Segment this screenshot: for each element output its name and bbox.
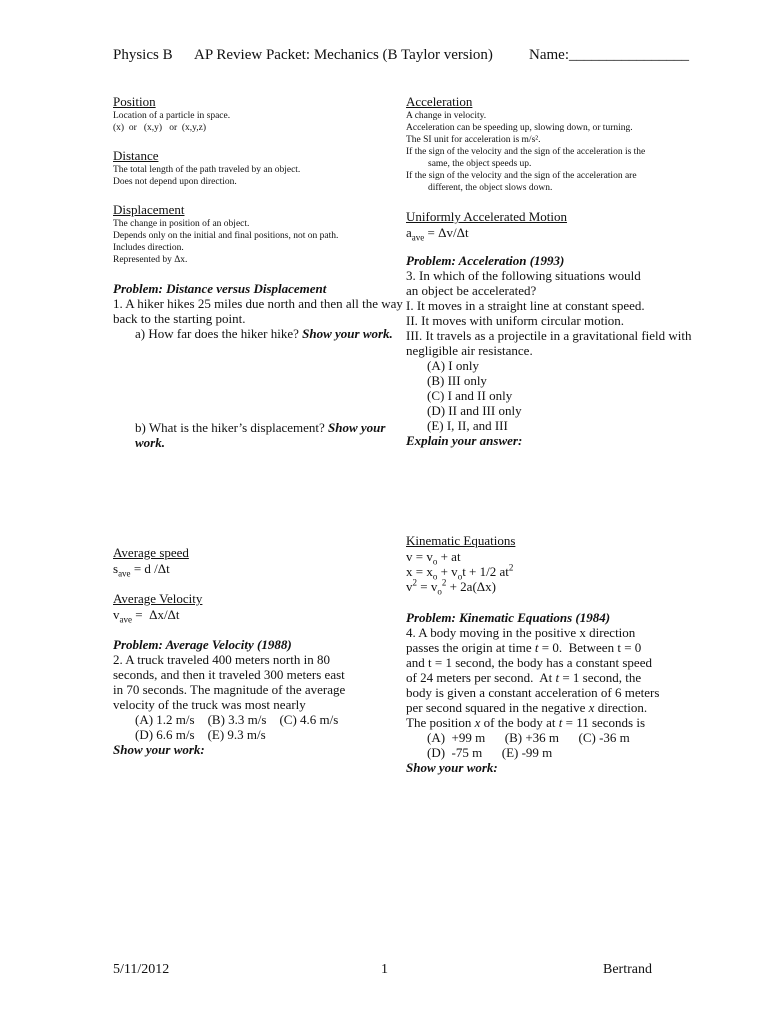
problem-2-title: Problem: Average Velocity (1988) bbox=[113, 637, 292, 652]
kinematic-eq-3 bbox=[406, 577, 696, 597]
problem-4-var: t bbox=[558, 715, 563, 730]
formula-sub: ave bbox=[119, 614, 132, 625]
position-line: (x) or (x,y) or (x,y,z) bbox=[113, 123, 207, 133]
position-line: Location of a particle in space. bbox=[113, 111, 231, 121]
eq-part: + 2a(Δx) bbox=[446, 579, 496, 594]
footer-date: 5/11/2012 bbox=[113, 962, 170, 977]
problem-4-var: x bbox=[474, 715, 481, 730]
acceleration-line: different, the object slows down. bbox=[428, 183, 553, 193]
eq-sub: o bbox=[432, 571, 438, 582]
eq-part: t + 1/2 at bbox=[462, 564, 509, 579]
distance-heading: Distance bbox=[113, 148, 159, 163]
problem-1a-text: a) How far does the hiker hike? bbox=[135, 326, 303, 341]
problem-3-choice: (B) III only bbox=[427, 373, 487, 388]
problem-1-title: Problem: Distance versus Displacement bbox=[113, 281, 327, 296]
displacement-line: The change in position of an object. bbox=[113, 219, 250, 229]
acceleration-line: Acceleration can be speeding up, slowing down, or turning. bbox=[406, 123, 633, 133]
formula-rhs: = Δv/Δt bbox=[424, 225, 469, 240]
eq-sub: o bbox=[437, 586, 442, 597]
formula-lhs: a bbox=[406, 225, 412, 240]
problem-3-text: 3. In which of the following situations would an object be accelerated? bbox=[406, 268, 641, 298]
eq-part: + at bbox=[437, 549, 461, 564]
eq-part: v = v bbox=[406, 549, 433, 564]
problem-1b-bold: Show your work. bbox=[135, 420, 386, 450]
eq-part: v bbox=[406, 579, 413, 594]
problem-4-text-part: direction. The position bbox=[406, 700, 654, 730]
formula-rhs: = Δx/Δt bbox=[132, 607, 180, 622]
formula-lhs: v bbox=[113, 607, 120, 622]
uam-section bbox=[406, 209, 696, 243]
problem-4 bbox=[406, 610, 696, 775]
kinematic-eq-1 bbox=[406, 549, 696, 567]
eq-sup: 2 bbox=[412, 577, 417, 588]
problem-1b bbox=[113, 420, 403, 450]
displacement-line: Depends only on the initial and final positions, not on path. bbox=[113, 231, 339, 241]
uam-heading: Uniformly Accelerated Motion bbox=[406, 209, 568, 224]
footer-page-number: 1 bbox=[381, 962, 388, 977]
distance-section bbox=[113, 148, 403, 188]
avg-velocity-heading: Average Velocity bbox=[113, 591, 203, 606]
formula-rhs: = d /Δt bbox=[130, 561, 170, 576]
eq-part: + v bbox=[437, 564, 458, 579]
problem-1a-bold: Show your work. bbox=[302, 326, 393, 341]
header-course: Physics B bbox=[113, 47, 173, 63]
position-section bbox=[113, 94, 403, 134]
problem-2-show-work: Show your work: bbox=[113, 742, 205, 757]
problem-4-text bbox=[406, 625, 661, 730]
right-column-lower bbox=[406, 533, 696, 775]
left-column bbox=[113, 94, 403, 450]
problem-3-option-ii: II. It moves with uniform circular motion. bbox=[406, 313, 625, 328]
kinematic-eq-2 bbox=[406, 562, 696, 582]
formula-sub: ave bbox=[411, 232, 425, 243]
problem-4-choices: (D) -75 m (E) -99 m bbox=[427, 745, 553, 760]
acceleration-line: If the sign of the velocity and the sign of the acceleration is the bbox=[406, 147, 646, 157]
displacement-line: Represented by Δx. bbox=[113, 255, 188, 265]
avg-velocity-formula bbox=[113, 607, 403, 625]
acceleration-line: same, the object speeds up. bbox=[428, 159, 532, 169]
problem-4-text-part: = 1 second, the body is given a constant acceleration of 6 meters per second squared in the negative bbox=[406, 670, 660, 715]
header-name-field: Name:________________ bbox=[529, 47, 689, 63]
problem-4-var: x bbox=[588, 700, 595, 715]
acceleration-heading: Acceleration bbox=[406, 94, 473, 109]
footer-author: Bertrand bbox=[603, 962, 652, 977]
kinematic-heading: Kinematic Equations bbox=[406, 533, 516, 548]
eq-part: x = x bbox=[406, 564, 433, 579]
distance-line: The total length of the path traveled by an object. bbox=[113, 165, 301, 175]
problem-4-title: Problem: Kinematic Equations (1984) bbox=[406, 610, 611, 625]
avg-speed-heading: Average speed bbox=[113, 545, 189, 560]
problem-3-choice: (D) II and III only bbox=[427, 403, 522, 418]
eq-sup: 2 bbox=[508, 562, 514, 573]
problem-3-choice: (A) I only bbox=[427, 358, 479, 373]
displacement-line: Includes direction. bbox=[113, 243, 184, 253]
problem-4-text-part: = 0. Between t = 0 and t = 1 second, the body has a constant speed of 24 meters per second. At bbox=[406, 640, 656, 685]
problem-4-show-work: Show your work: bbox=[406, 760, 498, 775]
formula-lhs: s bbox=[113, 561, 119, 576]
problem-3-title: Problem: Acceleration (1993) bbox=[406, 253, 565, 268]
acceleration-section bbox=[406, 94, 696, 194]
problem-1b-text: b) What is the hiker’s displacement? bbox=[135, 420, 329, 435]
displacement-section bbox=[113, 202, 403, 266]
problem-2 bbox=[113, 637, 403, 757]
problem-1-text: 1. A hiker hikes 25 miles due north and then all the way back to the starting point. bbox=[113, 296, 403, 326]
problem-4-choices: (A) +99 m (B) +36 m (C) -36 m bbox=[427, 730, 630, 745]
problem-3-option-iii: III. It travels as a projectile in a gravitational field with negligible air resistance. bbox=[406, 328, 692, 358]
acceleration-line: A change in velocity. bbox=[406, 111, 487, 121]
problem-4-text-part: of the body at bbox=[480, 715, 559, 730]
eq-sub: o bbox=[457, 571, 463, 582]
left-column-lower bbox=[113, 545, 403, 757]
problem-3-choice: (E) I, II, and III bbox=[427, 418, 508, 433]
avg-speed-formula bbox=[113, 561, 403, 579]
problem-4-var: t bbox=[534, 640, 539, 655]
right-column bbox=[406, 94, 696, 448]
distance-line: Does not depend upon direction. bbox=[113, 177, 237, 187]
problem-3-explain: Explain your answer: bbox=[406, 433, 523, 448]
problem-3-option-i: I. It moves in a straight line at constant speed. bbox=[406, 298, 645, 313]
eq-sup: 2 bbox=[441, 577, 447, 588]
problem-1 bbox=[113, 281, 403, 450]
problem-4-text-part: 4. A body moving in the positive x direction passes the origin at time bbox=[406, 625, 636, 655]
displacement-heading: Displacement bbox=[113, 202, 185, 217]
acceleration-line: If the sign of the velocity and the sign of the acceleration are bbox=[406, 171, 637, 181]
kinematic-section bbox=[406, 533, 696, 597]
problem-2-choices: (A) 1.2 m/s (B) 3.3 m/s (C) 4.6 m/s bbox=[135, 712, 339, 727]
problem-4-var: t bbox=[555, 670, 560, 685]
problem-2-choices: (D) 6.6 m/s (E) 9.3 m/s bbox=[135, 727, 266, 742]
problem-2-text: 2. A truck traveled 400 meters north in 80 seconds, and then it traveled 300 meters east in 70 seconds. The magnitude of the average velocity of the truck was most nearly bbox=[113, 652, 346, 712]
problem-1a bbox=[113, 326, 403, 341]
avg-velocity-section bbox=[113, 591, 403, 625]
problem-3 bbox=[406, 253, 696, 448]
formula-sub: ave bbox=[118, 568, 131, 579]
uam-formula bbox=[406, 225, 696, 243]
avg-speed-section bbox=[113, 545, 403, 579]
position-heading: Position bbox=[113, 94, 156, 109]
header-title: AP Review Packet: Mechanics (B Taylor version) bbox=[194, 47, 493, 63]
eq-part: = v bbox=[417, 579, 438, 594]
eq-sub: o bbox=[432, 556, 438, 567]
problem-3-choice: (C) I and II only bbox=[427, 388, 513, 403]
acceleration-line: The SI unit for acceleration is m/s². bbox=[406, 135, 541, 145]
problem-4-text-part: = 11 seconds is bbox=[562, 715, 646, 730]
